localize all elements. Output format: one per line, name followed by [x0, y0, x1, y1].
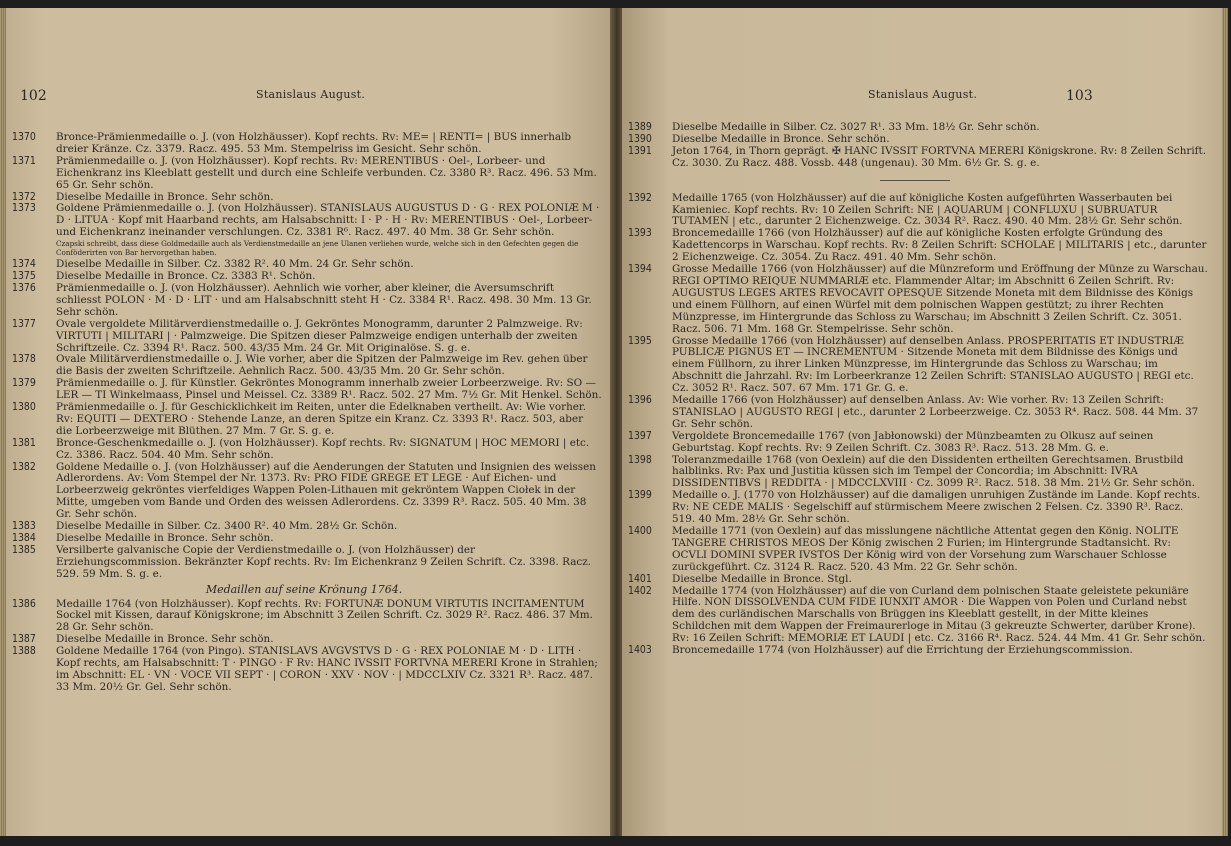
catalog-entry [622, 455, 1208, 491]
lot-number: 1382 [12, 460, 36, 473]
lot-description: Medaille 1764 (von Holzhäusser). Kopf rechts. Rv: FORTUNÆ DONUM VIRTUTIS INCITAMENTUM Sockel mit Kissen, darauf Königskrone; im Abschnitt 3 Zeilen Schrift. Cz. 3029 R². Racz. 486. 37 Mm. 28 Gr. Sehr schön. [56, 597, 593, 634]
lot-description: Prämienmedaille o. J. für Geschicklichkeit im Reiten, unter die Edelknaben vertheilt. Av: Wie vorher. Rv: EQUITI — DEXTERO · Stehende Lanze, an deren Spitze ein Kranz. Cz. 3393 R¹. Racz. 503, aber die Lorbeerzweige mit Blüthen. 27 Mm. 7 Gr. S. g. e. [56, 401, 587, 437]
catalog-entry [6, 545, 602, 581]
catalog-entry [6, 203, 602, 239]
running-head: Stanislaus August. [868, 88, 978, 101]
lot-description: Dieselbe Medaille in Bronce. Sehr schön. [672, 132, 890, 145]
section-heading: Medaillen auf seine Krönung 1764. [205, 582, 403, 596]
lot-description: Dieselbe Medaille in Bronce. Stgl. [672, 572, 852, 585]
lot-description: Broncemedaille 1774 (von Holzhäusser) auf die Errichtung der Erziehungscommission. [672, 644, 1133, 657]
lot-description: Grosse Medaille 1766 (von Holzhäusser) auf die Münzreform und Eröffnung der Münze zu Warschau. REGI OPTIMO REIQUE NUMMARIÆ etc. Flammender Altar; im Abschnitt 6 Zeilen Schrift. Rv: AUGUSTUS LEGES ARTES REVOCAVIT OPESQUE Sitzende Moneta mit dem Bildnisse des Königs und einem Füllhorn, auf einen Würfel mit dem polnischen Wappen gestützt; zu ihrer Rechten Münzpresse, im Hintergrunde das Schloss zu Warschau; im Abschnitt 3 Zeilen Schrift. Cz. 3051. Racz. 506. 71 Mm. 168 Gr. Stempelrisse. Sehr schön. [672, 263, 1208, 335]
lot-number: 1372 [12, 190, 36, 203]
catalog-entry [6, 319, 602, 355]
footnote: Czapski schreibt, dass diese Goldmedaille auch als Verdienstmedaille an jene Ulanen verliehen wurde, welche sich in den Gefechten gegen die Conföderirten von Bar hervorgethan haben. [56, 239, 579, 257]
lot-description: Dieselbe Medaille in Bronce. Sehr schön. [56, 190, 274, 203]
lot-description: Prämienmedaille o. J. (von Holzhäusser). Kopf rechts. Rv: MERENTIBUS · Oel-, Lorbeer- und Eichenkranz ins Kleeblatt gestellt und durch eine Schleife verbunden. Cz. 3380 R³. Racz. 496. 53 Mm. 65 Gr. Sehr schön. [56, 154, 597, 191]
lot-description: Medaille o. J. (1770 von Holzhäusser) auf die damaligen unruhigen Zustände im Lande. Kopf rechts. Rv: NE CEDE MALIS · Segelschiff auf stürmischem Meere zwischen 2 Felsen. Cz. 3390 R³. Racz. 519. 40 Mm. 28½ Gr. Sehr schön. [672, 489, 1201, 526]
lot-number: 1389 [628, 121, 652, 133]
lot-description: Ovale Militärverdienstmedaille o. J. Wie vorher, aber die Spitzen der Palmzweige im Rev. gehen über die Basis der zweiten Schriftzeile. Aehnlich Racz. 500. 43/35 Mm. 20 Gr. Sehr schön. [56, 353, 588, 378]
lot-description: Vergoldete Broncemedaille 1767 (von Jabłonowski) der Münzbeamten zu Olkusz auf seinen Geburtstag. Kopf rechts. Rv: 9 Zeilen Schrift. Cz. 3083 R³. Racz. 513. 28 Mm. G. e. [672, 429, 1154, 454]
lot-description: Ovale vergoldete Militärverdienstmedaille o. J. Gekröntes Monogramm, darunter 2 Palmzweige. Rv: VIRTUTI | MILITARI | · Palmzweige. Die Spitzen dieser Palmzweige endigen unterhalb der zweiten Schriftzeile. Cz. 3394 R¹. Racz. 500. 43/35 Mm. 24 Gr. Mit Originalöse. S. g. e. [56, 317, 583, 354]
catalog-entry [622, 146, 1208, 170]
catalog-entry [622, 336, 1208, 396]
lot-description: Broncemedaille 1766 (von Holzhäusser) auf die auf königliche Kosten erfolgte Gründung des Kadettencorps in Warschau. Kopf rechts. Rv: 8 Zeilen Schrift: SCHOLAE | MILITARIS | etc., darunter 2 Eichenzweige. Cz. 3054. Zu Racz. 491. 40 Mm. Sehr schön. [672, 227, 1207, 264]
lot-number: 1383 [12, 520, 36, 533]
lot-number: 1403 [628, 644, 652, 657]
catalog-entry [6, 438, 602, 462]
lot-number: 1379 [12, 377, 36, 390]
catalog-entry [6, 378, 602, 402]
lot-number: 1394 [628, 263, 652, 276]
catalog-entry [6, 156, 602, 192]
lot-description: Goldene Medaille 1764 (von Pingo). STANISLAVS AVGVSTVS D · G · REX POLONIAE M · D · LITH · Kopf rechts, am Halsabschnitt: T · PINGO · F Rv: HANC IVSSIT FORTVNA MERERI Krone in Strahlen; im Abschnitt: EL · VN · VOCE VII SEPT · | CORON · XXV · NOV · | MDCCLXIV Cz. 3321 R³. Racz. 487. 33 Mm. 20½ Gr. Gel. Sehr schön. [56, 645, 598, 693]
lot-description: Dieselbe Medaille in Silber. Cz. 3382 R². 40 Mm. 24 Gr. Sehr schön. [56, 258, 414, 271]
lot-number: 1397 [628, 429, 652, 442]
lot-description: Prämienmedaille o. J. für Künstler. Gekröntes Monogramm innerhalb zweier Lorbeerzweige. Rv: SO — LER — TI Winkelmaass, Pinsel und Meissel. Cz. 3389 R¹. Racz. 502. 27 Mm. 7½ Gr. Mit Henkel. Schön. [56, 377, 602, 402]
lot-description: Grosse Medaille 1766 (von Holzhäusser) auf denselben Anlass. PROSPERITATIS ET INDUSTRIÆ PUBLICÆ PIGNUS ET — INCREMENTUM · Sitzende Moneta mit dem Bildnisse des Königs und einem Füllhorn, zu ihrer Linken Münzpresse, im Hintergrunde das Schloss zu Warschau; im Abschnitt die Jahrzahl. Rv: Im Lorbeerkranze 12 Zeilen Schrift: STANISLAO AUGUSTO | REGI etc. Cz. 3052 R¹. Racz. 507. 67 Mm. 171 Gr. G. e. [672, 334, 1194, 395]
catalog-entry [6, 283, 602, 319]
catalog-entry [622, 490, 1208, 526]
lot-number: 1390 [628, 132, 652, 145]
lot-number: 1385 [12, 543, 36, 556]
lot-number: 1384 [12, 532, 36, 544]
lot-description: Bronce-Geschenkmedaille o. J. (von Holzhäusser). Kopf rechts. Rv: SIGNATUM | HOC MEMORI | etc. Cz. 3386. Racz. 504. 40 Mm. Sehr schön. [56, 436, 590, 461]
catalog-entry [622, 264, 1208, 335]
lot-description: Toleranzmedaille 1768 (von Oexlein) auf die den Dissidenten ertheilten Gerechtsamen. Brustbild halblinks. Rv: Pax und Justitia küssen sich im Tempel der Concordia; im Abschnitt: IVRA DISSIDENTIBVS | REDDITA · | MDCCLXVIII · Cz. 3099 R². Racz. 518. 38 Mm. 21½ Gr. Sehr schön. [672, 453, 1195, 490]
lot-description: Versilberte galvanische Copie der Verdienstmedaille o. J. (von Holzhäusser) der Erziehungscommission. Bekränzter Kopf rechts. Rv: Im Eichenkranz 9 Zeilen Schrift. Cz. 3398. Racz. 529. 59 Mm. S. g. e. [56, 543, 591, 580]
catalog-entry [622, 574, 1208, 586]
lot-number: 1398 [628, 453, 652, 466]
lot-number: 1391 [628, 144, 652, 157]
lot-description: Medaille 1771 (von Oexlein) auf das misslungene nächtliche Attentat gegen den König. NOLITE TANGERE CHRISTOS MEOS Der König zwischen 2 Furien; im Hintergrunde Stadtansicht. Rv: OCVLI DOMINI SVPER IVSTOS Der König wird von der Vorsehung zum Warschauer Schlosse zurückgeführt. Cz. 3124 R. Racz. 520. 43 Mm. 22 Gr. Sehr schön. [672, 525, 1179, 573]
catalog-entry [622, 228, 1208, 264]
lot-number: 1399 [628, 489, 652, 502]
catalog-entry [6, 599, 602, 635]
lot-description: Jeton 1764, in Thorn geprägt. ✠ HANC IVSSIT FORTVNA MERERI Königskrone. Rv: 8 Zeilen Schrift. Cz. 3030. Zu Racz. 488. Vossb. 448 (ungenau). 30 Mm. 6½ Gr. S. g. e. [672, 144, 1206, 169]
catalog-entry [622, 431, 1208, 455]
catalog-entry [622, 645, 1208, 657]
lot-description: Dieselbe Medaille in Bronce. Cz. 3383 R¹. Schön. [56, 270, 316, 283]
left-page [6, 8, 612, 836]
lot-number: 1387 [12, 633, 36, 646]
lot-number: 1395 [628, 334, 652, 347]
catalog-entry [622, 586, 1208, 646]
lot-number: 1396 [628, 394, 652, 407]
lot-number: 1388 [12, 645, 36, 658]
lot-number: 1371 [12, 154, 36, 167]
catalog-entry [622, 395, 1208, 431]
running-head: Stanislaus August. [256, 88, 366, 101]
lot-number: 1393 [628, 227, 652, 240]
page-number: 103 [1066, 88, 1093, 104]
lot-description: Dieselbe Medaille in Silber. Cz. 3027 R¹. 33 Mm. 18½ Gr. Sehr schön. [672, 121, 1040, 133]
lot-number: 1402 [628, 584, 652, 597]
lot-number: 1378 [12, 353, 36, 366]
catalog-entry [6, 354, 602, 378]
lot-description: Dieselbe Medaille in Bronce. Sehr schön. [56, 532, 274, 544]
catalog-entry [6, 402, 602, 438]
lot-number: 1386 [12, 597, 36, 610]
section-divider [880, 180, 950, 181]
lot-number: 1376 [12, 281, 36, 294]
catalog-entry [622, 193, 1208, 229]
lot-number: 1380 [12, 401, 36, 414]
lot-number: 1373 [12, 202, 36, 215]
lot-number: 1375 [12, 270, 36, 283]
entry-list [622, 122, 1208, 657]
lot-number: 1401 [628, 572, 652, 585]
lot-description: Medaille 1765 (von Holzhäusser) auf die auf königliche Kosten aufgeführten Wasserbauten bei Kamieniec. Kopf rechts. Rv: 10 Zeilen Schrift: NE | AQUARUM | CONFLUXU | SUBRUATUR TUTAMEN | etc., darunter 2 Eichenzweige. Cz. 3034 R². Racz. 490. 40 Mm. 28½ Gr. Sehr schön. [672, 191, 1183, 228]
lot-description: Dieselbe Medaille in Silber. Cz. 3400 R². 40 Mm. 28½ Gr. Schön. [56, 520, 398, 533]
catalog-entry [6, 132, 602, 156]
page-number: 102 [20, 88, 47, 104]
lot-number: 1370 [12, 131, 36, 143]
lot-number: 1381 [12, 436, 36, 449]
lot-number: 1400 [628, 525, 652, 537]
lot-description: Bronce-Prämienmedaille o. J. (von Holzhäusser). Kopf rechts. Rv: ME= | RENTI= | BUS innerhalb dreier Kränze. Cz. 3379. Racz. 495. 53 Mm. Stempelriss im Gesicht. Sehr schön. [56, 131, 572, 155]
lot-description: Goldene Medaille o. J. (von Holzhäusser) auf die Aenderungen der Statuten und Insignien des weissen Adlerordens. Av: Vom Stempel der Nr. 1373. Rv: PRO FIDE GREGE ET LEGE · Auf Eichen- und Lorbeerzweig gekröntes vierfeldiges Wappen Polen-Lithauen mit gekröntem Wappen Ciołek in der Mitte, umgeben vom Bande und Orden des weissen Adlerordens. Cz. 3399 R³. Racz. 505. 40 Mm. 38 Gr. Sehr schön. [56, 460, 596, 521]
catalog-entry [622, 526, 1208, 574]
lot-description: Medaille 1766 (von Holzhäusser) auf denselben Anlass. Av: Wie vorher. Rv: 13 Zeilen Schrift: STANISLAO | AUGUSTO REGI | etc., darunter 2 Lorbeerzweige. Cz. 3053 R⁴. Racz. 508. 44 Mm. 37 Gr. Sehr schön. [672, 394, 1199, 430]
entry-list [6, 132, 602, 694]
right-page [622, 8, 1222, 836]
lot-description: Medaille 1774 (von Holzhäusser) auf die von Curland dem polnischen Staate geleistete pekuniäre Hilfe. NON DISSOLVENDA CUM FIDE IUNXIT AMOR · Die Wappen von Polen und Curland nebst dem des curländischen Marschalls von Brüggen ins Kleeblatt gestellt, in der Mitte kleines Schildchen mit dem Wappen der Freimaurerloge in Mitau (3 gekreuzte Schwerter, darüber Krone). Rv: 16 Zeilen Schrift: MEMORIÆ ET LAUDI | etc. Cz. 3166 R⁴. Racz. 524. 44 Mm. 41 Gr. Sehr schön. [672, 584, 1206, 645]
lot-number: 1377 [12, 317, 36, 330]
right-page-edge [1222, 8, 1228, 836]
catalog-entry [6, 462, 602, 522]
catalog-entry [6, 646, 602, 694]
lot-description: Goldene Prämienmedaille o. J. (von Holzhäusser). STANISLAUS AUGUSTUS D · G · REX POLONIÆ M · D · LITUA · Kopf mit Haarband rechts, am Halsabschnitt: I · P · H · Rv: MERENTIBUS · Oel-, Lorbeer- und Eichenkranz ineinander verschlungen. Cz. 3381 R⁶. Racz. 497. 40 Mm. 38 Gr. Sehr schön. [56, 202, 600, 239]
lot-description: Prämienmedaille o. J. (von Holzhäusser). Aehnlich wie vorher, aber kleiner, die Aversumschrift schliesst POLON · M · D · LIT · und am Halsabschnitt steht H · Cz. 3384 R¹. Racz. 498. 30 Mm. 13 Gr. Sehr schön. [56, 281, 592, 318]
lot-description: Dieselbe Medaille in Bronce. Sehr schön. [56, 633, 274, 646]
lot-number: 1392 [628, 191, 652, 204]
lot-number: 1374 [12, 258, 36, 271]
